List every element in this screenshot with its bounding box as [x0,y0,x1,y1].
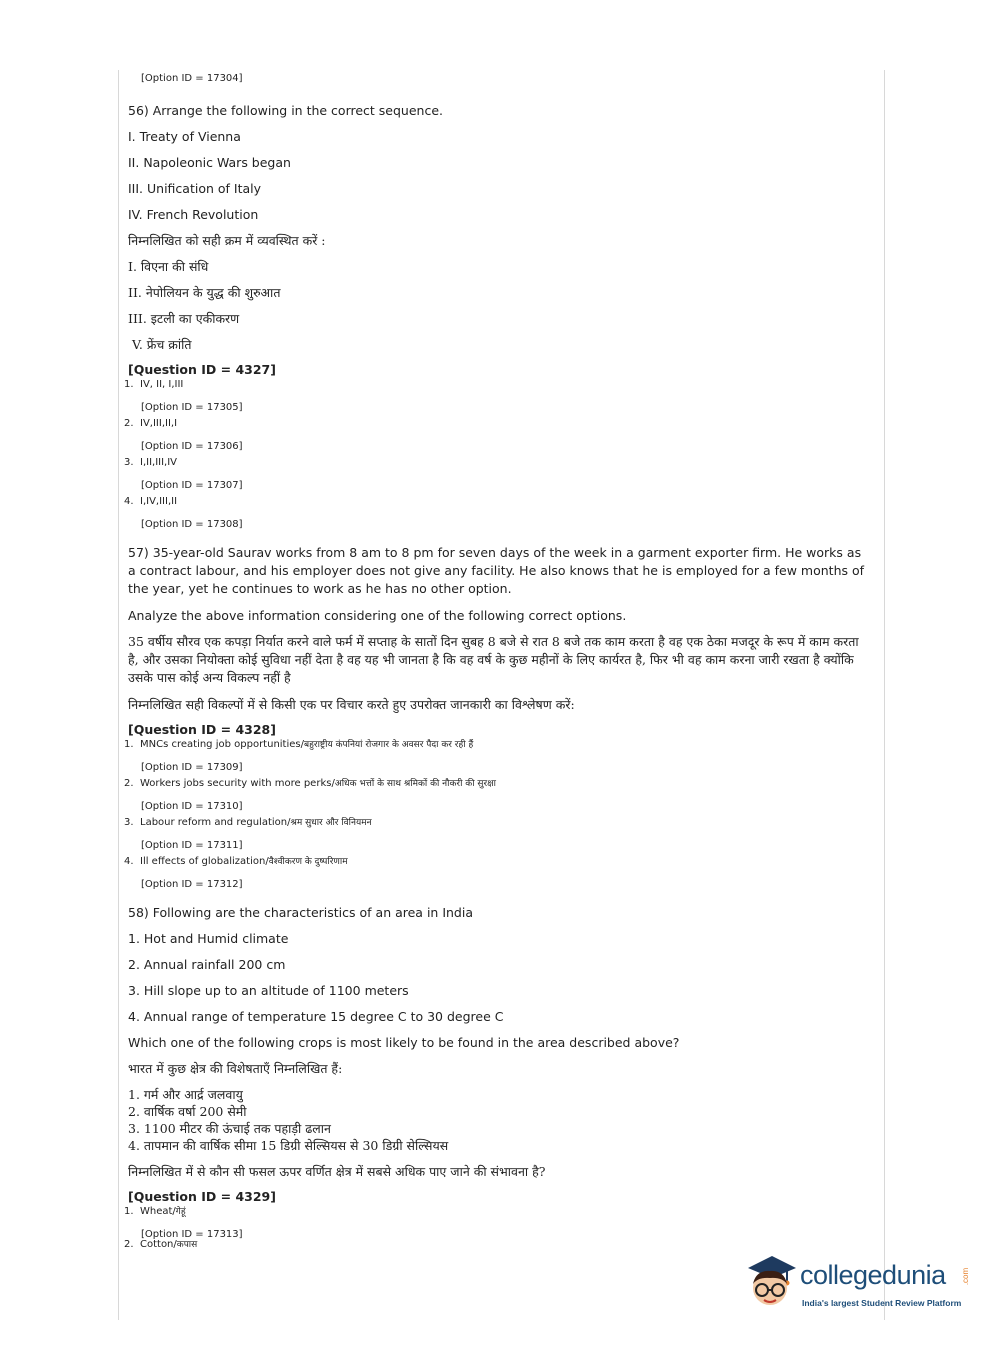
hindi-sequence-item: V. फ्रेंच क्रांति [128,337,192,352]
option-id: [Option ID = 17304] [141,73,243,84]
answer-option[interactable]: 2. Workers jobs security with more perks/अधिक भत्तों के साथ श्रमिकों की नौकरी की सुरक्षा [124,778,496,789]
option-id: [Option ID = 17307] [141,480,243,491]
right-margin-rule [884,70,885,1320]
answer-option[interactable]: 3. I,II,III,IV [124,457,178,468]
characteristic-item: 4. Annual range of temperature 15 degree C to 30 degree C [128,1009,504,1024]
option-id: [Option ID = 17313] [141,1229,243,1240]
question-prompt: 57) 35-year-old Saurav works from 8 am to 8 pm for seven days of the week in a garment exporter firm. He works as a contract labour, and his employer does not give any facility. He also knows that he is employed for a few months of the year, yet he continues to work as he has no other option. [128,545,865,596]
question-id: [Question ID = 4328] [128,722,276,737]
option-id: [Option ID = 17306] [141,441,243,452]
hindi-sequence-item: III. इटली का एकीकरण [128,311,240,326]
option-id: [Option ID = 17309] [141,762,243,773]
option-id: [Option ID = 17311] [141,840,243,851]
logo-tagline: India's largest Student Review Platform [802,1298,962,1308]
answer-option[interactable]: 4. Ill effects of globalization/वैश्वीकरण के दुष्परिणाम [124,856,348,867]
mascot-icon [742,1252,798,1312]
question-paper-page [124,72,868,1252]
hindi-instruction: निम्नलिखित सही विकल्पों में से किसी एक पर विचार करते हुए उपरोक्त जानकारी का विश्लेषण करें: [128,697,575,712]
characteristic-item: 1. Hot and Humid climate [128,931,289,946]
answer-option[interactable]: 4. I,IV,III,II [124,496,178,507]
answer-option[interactable]: 1. IV, II, I,III [124,379,184,390]
hindi-prompt: निम्नलिखित को सही क्रम में व्यवस्थित करें : [128,233,326,248]
answer-option[interactable]: 2. IV,III,II,I [124,418,178,429]
option-id: [Option ID = 17308] [141,519,243,530]
option-id: [Option ID = 17310] [141,801,243,812]
hindi-sequence-item: II. नेपोलियन के युद्ध की शुरुआत [128,285,281,300]
hindi-characteristic-item: 4. तापमान की वार्षिक सीमा 15 डिग्री सेल्सियस से 30 डिग्री सेल्सियस [128,1138,449,1153]
sequence-item: III. Unification of Italy [128,181,262,196]
question-57 [124,544,868,892]
question-id: [Question ID = 4327] [128,362,276,377]
hindi-characteristic-item: 1. गर्म और आर्द्र जलवायु [128,1087,243,1102]
sequence-item: I. Treaty of Vienna [128,129,241,144]
answer-option[interactable]: 3. Labour reform and regulation/श्रम सुधार और विनियमन [124,817,372,828]
question-58 [124,904,868,1252]
logo-wordmark: collegedunia [800,1260,946,1290]
hindi-question-text: निम्नलिखित में से कौन सी फसल ऊपर वर्णित क्षेत्र में सबसे अधिक पाए जाने की संभावना है? [128,1164,546,1179]
collegedunia-logo[interactable] [742,1250,972,1320]
hindi-characteristic-item: 3. 1100 मीटर की ऊंचाई तक पहाड़ी ढलान [128,1121,331,1136]
question-prompt: 56) Arrange the following in the correct sequence. [128,103,444,118]
question-text: Which one of the following crops is most likely to be found in the area described above? [128,1035,680,1050]
question-prompt: 58) Following are the characteristics of an area in India [128,905,473,920]
logo-suffix: .com [961,1267,971,1286]
sequence-item: II. Napoleonic Wars began [128,155,291,170]
answer-option[interactable]: 2. Cotton/कपास [124,1239,198,1250]
option-id: [Option ID = 17312] [141,879,243,890]
hindi-paragraph: 35 वर्षीय सौरव एक कपड़ा निर्यात करने वाले फर्म में सप्ताह के सातों दिन सुबह 8 बजे से रात 8 बजे तक काम करता है वह एक ठेका मजदूर के रूप में काम करता है, और उसका नियोक्ता कोई सुविधा नहीं देता है वह यह भी जानता है कि वह वर्ष के कुछ महीनों के लिए कार्यरत है, फिर भी वह काम करना जारी रखता है क्योंकि उसके पास कोई अन्य विकल्प नहीं है [128,634,859,685]
characteristic-item: 2. Annual rainfall 200 cm [128,957,286,972]
hindi-sequence-item: I. विएना की संधि [128,259,209,274]
characteristic-item: 3. Hill slope up to an altitude of 1100 meters [128,983,409,998]
hindi-prompt: भारत में कुछ क्षेत्र की विशेषताएँ निम्नलिखित हैं: [128,1061,343,1076]
question-56 [124,102,868,532]
analyze-instruction: Analyze the above information considering one of the following correct options. [128,608,627,623]
hindi-characteristics [128,1086,868,1154]
answer-option[interactable]: 1. MNCs creating job opportunities/बहुराष्ट्रीय कंपनियां रोजगार के अवसर पैदा कर रही हैं [124,739,474,750]
option-id: [Option ID = 17305] [141,402,243,413]
hindi-characteristic-item: 2. वार्षिक वर्षा 200 सेमी [128,1104,247,1119]
answer-option[interactable]: 1. Wheat/गेहूं [124,1206,186,1217]
left-margin-rule [118,70,119,1320]
question-id: [Question ID = 4329] [128,1189,276,1204]
sequence-item: IV. French Revolution [128,207,259,222]
